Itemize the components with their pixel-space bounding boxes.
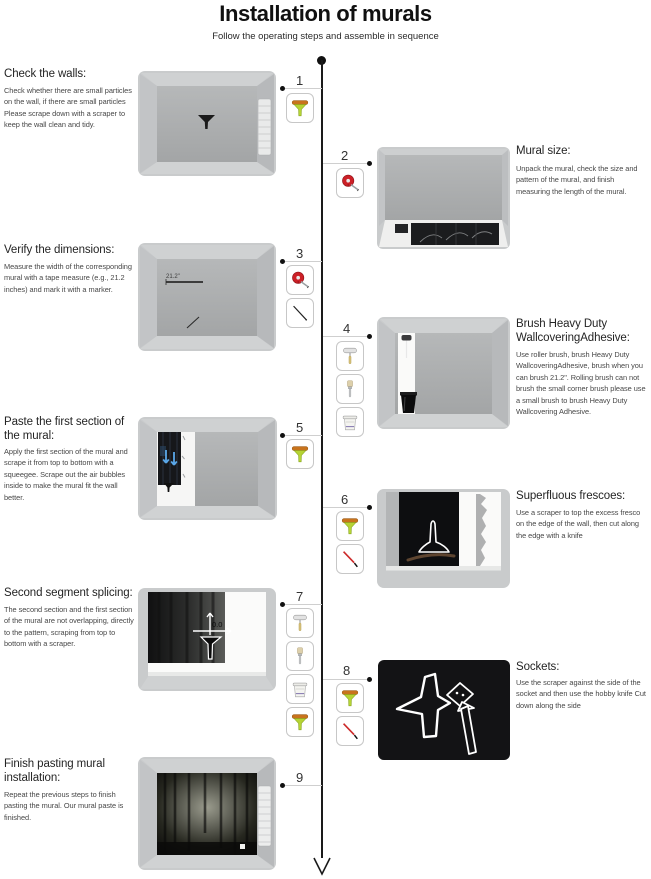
step-9-number: 9 (296, 770, 304, 785)
step-4-scene-svg (376, 316, 511, 430)
squeegee-tool-box (336, 683, 364, 713)
roller-icon (289, 612, 311, 634)
right-wall (502, 150, 508, 226)
roller-tool-box (286, 608, 314, 638)
rolled-mural (411, 223, 499, 245)
step-4-illustration (376, 316, 511, 430)
adhesive-icon (339, 411, 361, 433)
floor (140, 506, 275, 518)
step-4-tools (336, 341, 364, 437)
step-9-scene-svg (137, 756, 277, 871)
first-mural-section (158, 432, 181, 485)
brush-tool-box (286, 641, 314, 671)
left-wall (140, 246, 157, 348)
step-8-body: Use the scraper against the side of the socket and then use the hobby knife Cut down along the side (516, 678, 646, 710)
brush-tool-box (336, 374, 364, 404)
right-wall (492, 320, 508, 426)
step-3-connector (283, 261, 322, 262)
step-4-title: Brush Heavy Duty WallcoveringAdhesive: (516, 318, 630, 345)
skirting (148, 672, 266, 676)
left-wall (140, 74, 157, 173)
step-7-tools (286, 608, 314, 737)
step-1-body: Check whether there are small particles on the wall, if there are small particles Please scrape down with a scraper to keep the wall clean and tidy. (4, 86, 132, 130)
step-6-connector-dot (367, 505, 372, 510)
roller-tool-box (336, 341, 364, 371)
socket-hole (462, 694, 465, 697)
step-2-connector (323, 163, 368, 164)
timeline-arrow-icon (312, 856, 332, 876)
floor (379, 414, 508, 427)
step-6-scene-svg (376, 488, 511, 589)
step-8-tools (336, 683, 364, 746)
ceiling (141, 419, 274, 432)
step-6-tools (336, 511, 364, 574)
step-5-number: 5 (296, 420, 304, 435)
marker-icon (289, 302, 311, 324)
marker-tool-box (286, 298, 314, 328)
adhesive-icon (289, 678, 311, 700)
step-4-connector-dot (367, 334, 372, 339)
floor (140, 162, 274, 174)
floor (140, 336, 274, 349)
knife-tool-box (336, 544, 364, 574)
step-1-illustration (137, 70, 277, 177)
tape-measure-tool-box (286, 265, 314, 295)
radiator (258, 786, 271, 846)
step-3-scene-svg (137, 242, 277, 352)
adhesive-tool-box (336, 407, 364, 437)
step-8-title: Sockets: (516, 661, 560, 673)
squeegee-icon (339, 687, 361, 709)
step-7-illustration (137, 587, 277, 692)
skirting (386, 566, 501, 571)
step-8-illustration (377, 659, 511, 761)
roller-icon (339, 345, 361, 367)
floor (140, 855, 274, 868)
step-5-body: Apply the first section of the mural and scrape it from top to bottom with a squeegee. Scrape out the air bubbles inside to make the mural fit the wall better. (4, 447, 128, 502)
step-9-body: Repeat the previous steps to finish pasting the mural. Our mural paste is finished. (4, 790, 124, 822)
step-7-scene-svg (137, 587, 277, 692)
step-8-number: 8 (343, 663, 351, 678)
step-2-number: 2 (341, 148, 349, 163)
step-9-illustration (137, 756, 277, 871)
step-5-title: Paste the first section of the mural: (4, 416, 125, 443)
step-3-connector-dot (280, 259, 285, 264)
squeegee-tool-box (286, 93, 314, 123)
ceiling (141, 245, 273, 259)
left-wall (379, 150, 385, 226)
squeegee-tool-box (286, 439, 314, 469)
squeegee-icon (289, 97, 311, 119)
step-2-scene-svg (376, 146, 511, 250)
brush-icon (339, 378, 361, 400)
step-8-scene-svg (377, 659, 511, 761)
step-2-connector-dot (367, 161, 372, 166)
step-9-title: Finish pasting mural installation: (4, 758, 105, 785)
left-wall (140, 760, 157, 867)
knife-tool-box (336, 716, 364, 746)
socket (240, 844, 245, 849)
step-8-connector (323, 679, 368, 680)
squeegee-tool-box (286, 707, 314, 737)
left-edge (386, 492, 399, 568)
step-3-tools (286, 265, 314, 328)
finished-mural (157, 773, 257, 855)
step-3-body: Measure the width of the corresponding mural with a tape measure (e.g., 21.2 inches) and mark it with a marker. (4, 262, 132, 294)
step-6-number: 6 (341, 492, 349, 507)
zero-label: 0.0 (212, 620, 223, 629)
right-wall (258, 420, 275, 517)
knife-icon (339, 548, 361, 570)
step-9-connector (283, 785, 322, 786)
step-5-scene-svg (137, 416, 278, 521)
step-1-title: Check the walls: (4, 68, 87, 80)
radiator (258, 99, 271, 155)
left-wall (379, 320, 395, 426)
page-title: Installation of murals (219, 1, 432, 26)
mural-box (395, 224, 408, 233)
back-wall (157, 259, 257, 336)
ceiling (380, 319, 507, 333)
floor (379, 570, 508, 586)
squeegee-icon (339, 515, 361, 537)
step-7-connector-dot (280, 602, 285, 607)
squeegee-icon (289, 711, 311, 733)
step-7-connector (283, 604, 322, 605)
step-1-scene-svg (137, 70, 277, 177)
step-7-body: The second section and the first section of the mural are not overlapping, directly to the pattern, scraping from top to bottom with a scraper. (4, 605, 134, 649)
ceiling (141, 73, 273, 86)
step-6-connector (323, 507, 368, 508)
step-1-connector (283, 88, 322, 89)
step-3-number: 3 (296, 246, 304, 261)
squeegee-tool-box (336, 511, 364, 541)
step-2-tools (336, 168, 364, 198)
step-3-title: Verify the dimensions: (4, 244, 115, 256)
back-wall (385, 155, 502, 220)
step-4-number: 4 (343, 321, 351, 336)
left-wall (140, 420, 157, 517)
ceiling (141, 759, 273, 773)
right-wall (257, 246, 274, 348)
step-1-number: 1 (296, 73, 304, 88)
step-1-tools (286, 93, 314, 123)
step-1-connector-dot (280, 86, 285, 91)
floor (140, 675, 274, 689)
step-5-illustration (137, 416, 278, 521)
step-4-connector (323, 336, 368, 337)
step-5-connector (283, 435, 322, 436)
step-5-tools (286, 439, 314, 469)
step-2-illustration (376, 146, 511, 250)
squeegee-icon (289, 443, 311, 465)
timeline-line (321, 60, 323, 858)
step-3-illustration (137, 242, 277, 352)
step-6-title: Superfluous frescoes: (516, 490, 626, 502)
knife-icon (339, 720, 361, 742)
step-6-body: Use a scraper to top the excess fresco on the edge of the wall, then cut along the edge with a knife (516, 508, 641, 540)
page-subtitle: Follow the operating steps and assemble in sequence (212, 31, 439, 42)
socket-hole (456, 692, 459, 695)
step-9-connector-dot (280, 783, 285, 788)
tape-measure-tool-box (336, 168, 364, 198)
adhesive-tool-box (286, 674, 314, 704)
step-5-connector-dot (280, 433, 285, 438)
tape-measure-icon (289, 269, 311, 291)
step-2-body: Unpack the mural, check the size and pattern of the mural, and finish measuring the length of the mural. (516, 164, 638, 196)
ceiling (379, 149, 508, 155)
step-6-illustration (376, 488, 511, 589)
tape-measure-icon (339, 172, 361, 194)
step-7-number: 7 (296, 589, 304, 604)
brush-icon (289, 645, 311, 667)
step-7-title: Second segment splicing: (4, 587, 133, 599)
step-8-connector-dot (367, 677, 372, 682)
measure-label: 21.2" (166, 274, 180, 280)
step-4-body: Use roller brush, brush Heavy Duty WallcoveringAdhesive, brush when you can brush 21.2". Rolling brush can not brush the small corner brush please use a small brush to brush Heavy Duty Wallcovering Adhesive. (516, 350, 646, 417)
step-2-title: Mural size: (516, 145, 571, 157)
